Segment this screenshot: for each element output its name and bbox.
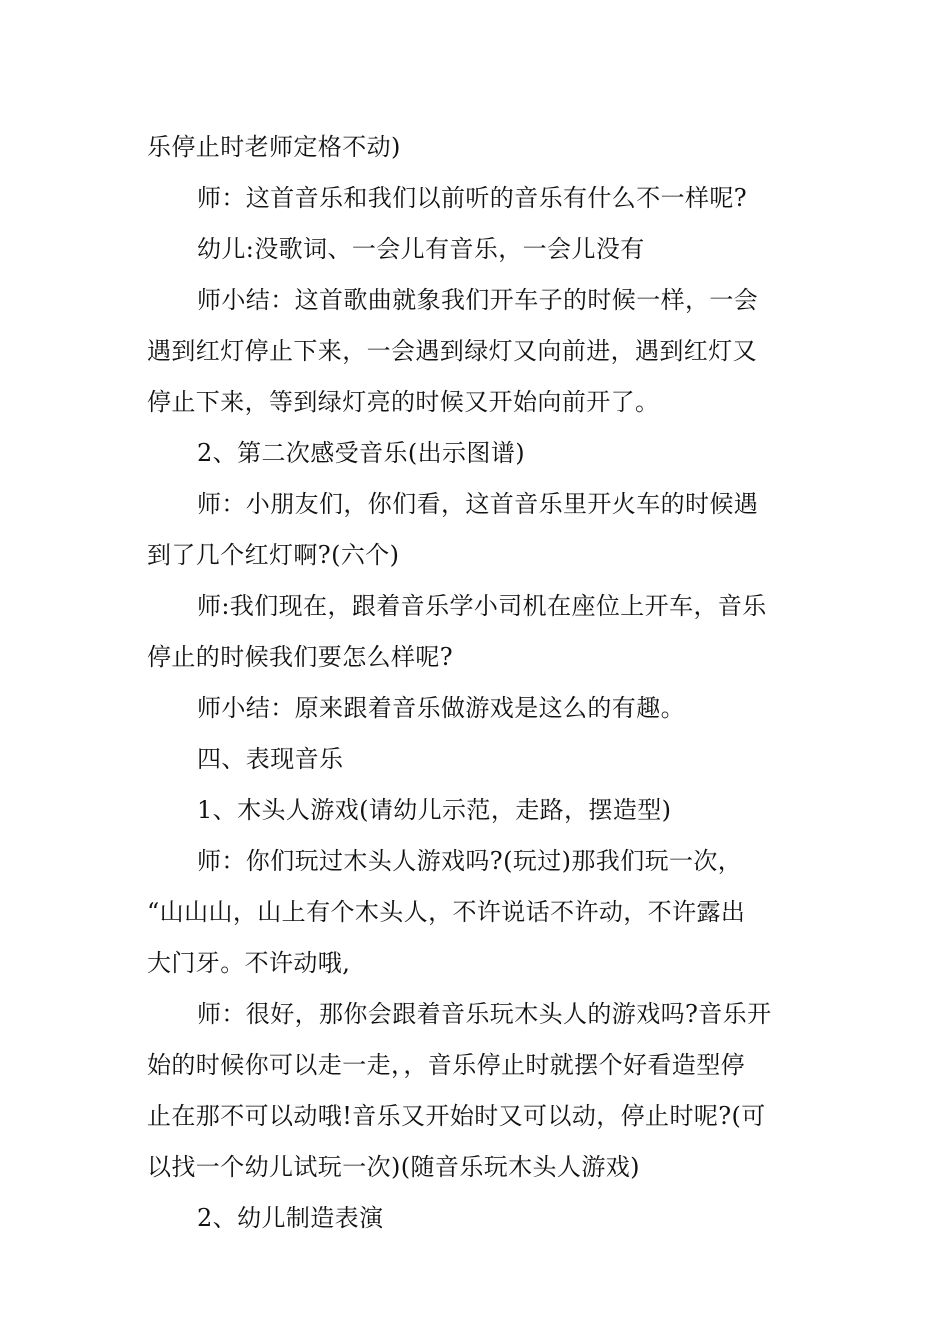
text-line: 停止下来，等到绿灯亮的时候又开始向前开了。 [147, 388, 660, 416]
text-line: 幼儿:没歌词、一会儿有音乐，一会儿没有 [197, 235, 645, 263]
text-line: 师：这首音乐和我们以前听的音乐有什么不一样呢? [197, 184, 748, 212]
text-line: 到了几个红灯啊?(六个) [147, 541, 400, 569]
text-line: 遇到红灯停止下来，一会遇到绿灯又向前进，遇到红灯又 [147, 337, 757, 365]
text-line: 始的时候你可以走一走，，音乐停止时就摆个好看造型停 [147, 1051, 745, 1079]
text-line: 1、木头人游戏(请幼儿示范，走路，摆造型) [197, 796, 672, 824]
text-line: 师：小朋友们，你们看，这首音乐里开火车的时候遇 [197, 490, 759, 518]
text-line: “山山山，山上有个木头人，不许说话不许动，不许露出 [147, 898, 746, 926]
text-line: 师小结：原来跟着音乐做游戏是这么的有趣。 [197, 694, 685, 722]
text-line: 乐停止时老师定格不动) [147, 133, 401, 161]
text-line: 师小结：这首歌曲就象我们开车子的时候一样，一会 [197, 286, 759, 314]
text-line: 停止的时候我们要怎么样呢? [147, 643, 454, 671]
text-line: 四、表现音乐 [197, 745, 344, 773]
text-line: 2、幼儿制造表演 [197, 1204, 384, 1232]
text-line: 2、第二次感受音乐(出示图谱) [197, 439, 525, 467]
text-line: 大门牙。不许动哦, [147, 949, 351, 977]
text-line: 师:我们现在，跟着音乐学小司机在座位上开车，音乐 [197, 592, 767, 620]
text-line: 以找一个幼儿试玩一次)(随音乐玩木头人游戏) [147, 1153, 640, 1181]
text-line: 师：你们玩过木头人游戏吗?(玩过)那我们玩一次， [197, 847, 743, 875]
text-line: 止在那不可以动哦!音乐又开始时又可以动，停止时呢?(可 [147, 1102, 766, 1130]
text-line: 师：很好，那你会跟着音乐玩木头人的游戏吗?音乐开 [197, 1000, 772, 1028]
